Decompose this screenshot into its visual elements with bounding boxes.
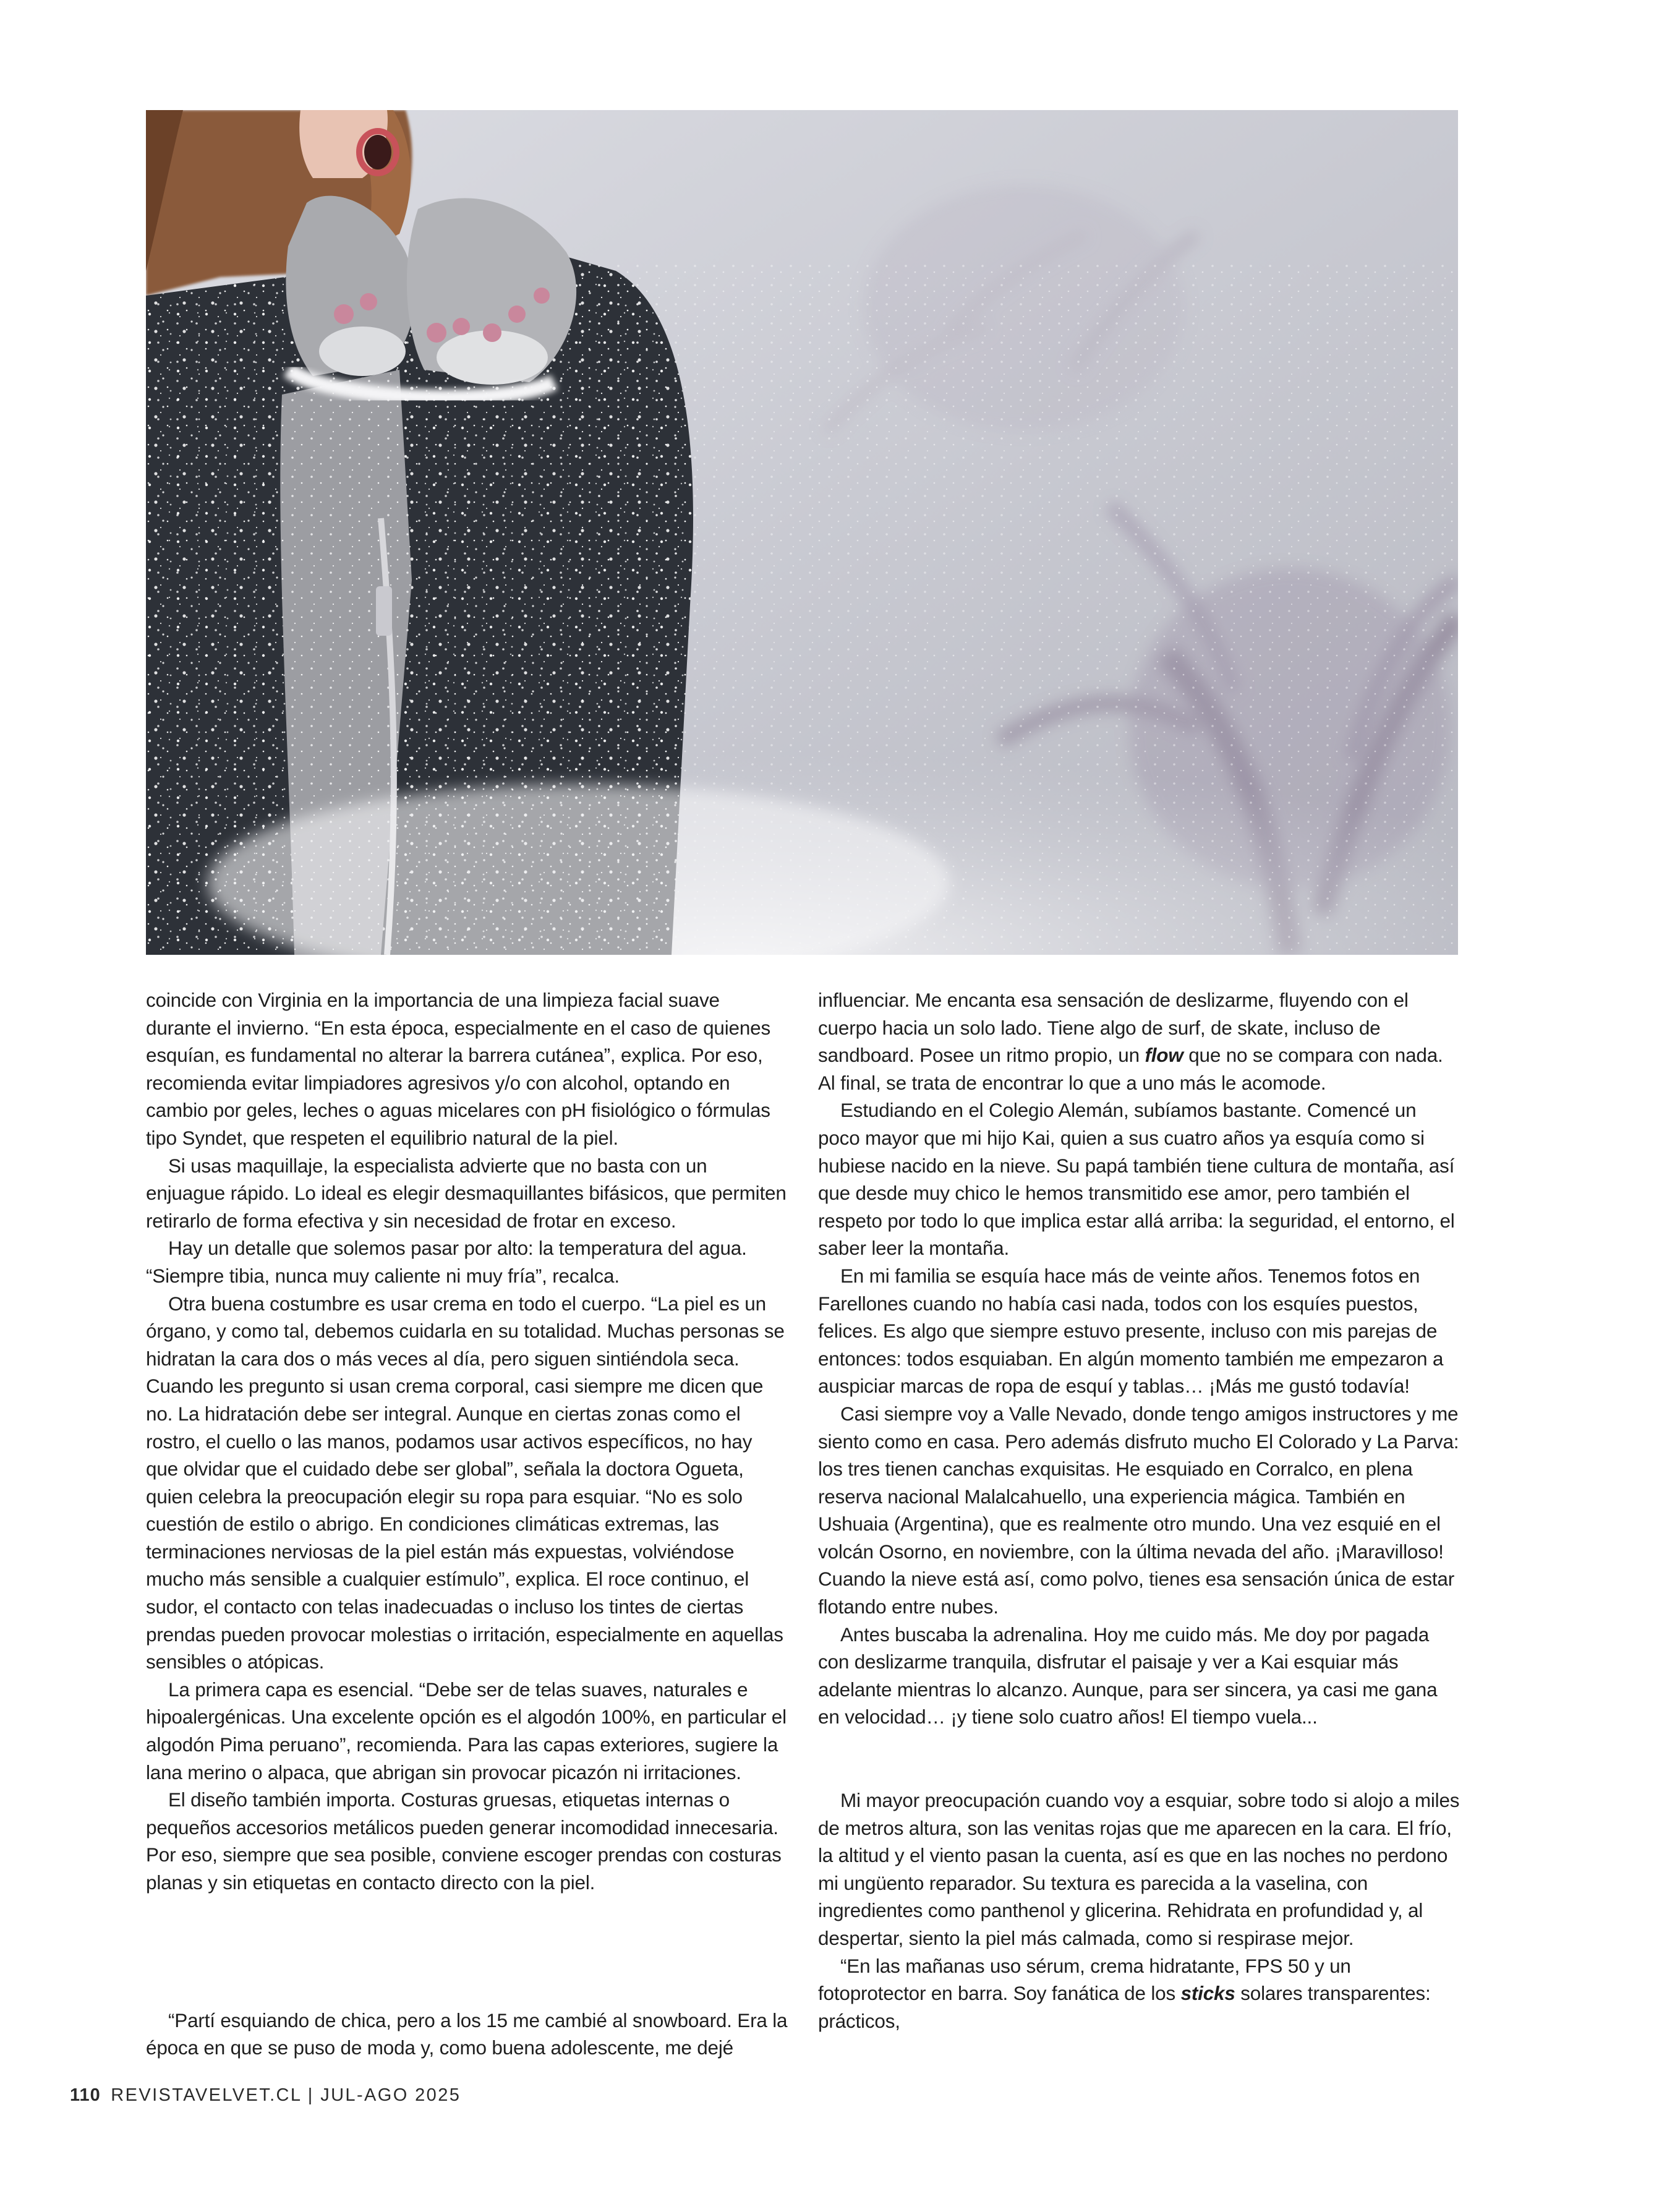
article-paragraph: coincide con Virginia en la importancia de una limpieza facial suave durante el invierno. “En esta época, especialmente en el caso de quienes esquían, es fundamental no alterar la barrera cutánea”, explica. Por eso, recomienda evitar limpiadores agresivos y/o con alcohol, optando en cambio por geles, leches o aguas micelares con pH fisiológico o fórmulas tipo Syndet, que respeten el equilibrio natural de la piel. — [146, 989, 771, 1149]
text-run: que no se compara con nada. Al final, se trata de encontrar lo que a uno más le acomode. — [818, 1044, 1443, 1094]
article-paragraph: Si usas maquillaje, la especialista advierte que no basta con un enjuague rápido. Lo ideal es elegir desmaquillantes bifásicos, que permiten retirarlo de forma efectiva y sin necesidad de frotar en exceso. — [146, 1154, 787, 1232]
article-paragraph: Estudiando en el Colegio Alemán, subíamos bastante. Comencé un poco mayor que mi hijo Kai, quien a sus cuatro años ya esquía como si hubiese nacido en la nieve. Su papá también tiene cultura de montaña, así que desde muy chico le hemos transmitido ese amor, pero también el respeto por todo lo que implica estar allá arriba: la seguridad, el entorno, el saber leer la montaña. — [818, 1099, 1455, 1260]
article-paragraph: Casi siempre voy a Valle Nevado, donde tengo amigos instructores y me siento como en casa. Pero además disfruto mucho El Colorado y La Parva: los tres tienen canchas exquisitas. He esquiado en Corralco, en plena reserva nacional Malalcahuello, una experiencia mágica. También en Ushuaia (Argentina), que es realmente otro mundo. Una vez esquié en el volcán Osorno, en noviembre, con la última nevada del año. ¡Maravilloso! Cuando la nieve está así, como polvo, tienes esa sensación única de estar flotando entre nubes. — [818, 1402, 1459, 1618]
article-paragraph: “Partí esquiando de chica, pero a los 15 me cambié al snowboard. Era la época en que se puso de moda y, como buena adolescente, me dejé — [146, 2009, 788, 2059]
publication-info: REVISTAVELVET.CL | JUL-AGO 2025 — [111, 2085, 461, 2105]
article-paragraph — [818, 1952, 1461, 2035]
page-number: 110 — [70, 2085, 101, 2105]
article-paragraph: La primera capa es esencial. “Debe ser de telas suaves, naturales e hipoalergénicas. Una excelente opción es el algodón 100%, en particular el algodón Pima peruano”, recomienda. Para las capas exteriores, sugiere la lana merino o alpaca, que abrigan sin provocar picazón ni irritaciones. — [146, 1678, 787, 1783]
text-run: solares transparentes: prácticos, — [818, 1982, 1431, 2032]
article-paragraph: Mi mayor preocupación cuando voy a esquiar, sobre todo si alojo a miles de metros altura, son las venitas rojas que me aparecen en la cara. El frío, la altitud y el viento pasan la cuenta, así es que en las noches no perdono mi ungüento reparador. Su textura es parecida a la vaselina, con ingredientes como panthenol y glicerina. Rehidrata en profundidad y, al despertar, siento la piel más calmada, como si respirase mejor. — [818, 1789, 1460, 1949]
article-paragraph — [818, 986, 1461, 1096]
article-paragraph: Otra buena costumbre es usar crema en todo el cuerpo. “La piel es un órgano, y como tal, debemos cuidarla en su totalidad. Muchas personas se hidratan la cara dos o más veces al día, pero siguen sintiéndola seca. Cuando les pregunto si usan crema corporal, casi siempre me dicen que no. La hidratación debe ser integral. Aunque en ciertas zonas como el rostro, el cuello o las manos, podamos usar activos específicos, no hay que olvidar que el cuidado debe ser global”, señala la doctora Ogueta, quien celebra la preocupación elegir su ropa para esquiar. “No es solo cuestión de estilo o abrigo. En condiciones climáticas extremas, las terminaciones nerviosas de la piel están más expuestas, volviéndose mucho más sensible a cualquier estímulo”, explica. El roce continuo, el sudor, el contacto con telas inadecuadas o incluso los tintes de ciertas prendas pueden provocar molestias o irritación, especialmente en aquellas sensibles o atópicas. — [146, 1292, 785, 1673]
emphasis-text: flow — [1145, 1044, 1183, 1067]
hero-photo — [146, 110, 1458, 955]
section-spacer — [146, 1897, 789, 2007]
article-paragraph: Hay un detalle que solemos pasar por alto: la temperatura del agua. “Siempre tibia, nunca muy caliente ni muy fría”, recalca. — [146, 1237, 747, 1287]
article-column-right — [818, 986, 1461, 2035]
emphasis-text: sticks — [1180, 1982, 1235, 2005]
article-column-left — [146, 986, 789, 2062]
article-paragraph: Antes buscaba la adrenalina. Hoy me cuido más. Me doy por pagada con deslizarme tranquila, disfrutar el paisaje y ver a Kai esquiar más adelante mientras lo alcanzo. Aunque, para ser sincera, ya casi me gana en velocidad… ¡y tiene solo cuatro años! El tiempo vuela... — [818, 1623, 1438, 1728]
text-run: “En las mañanas uso sérum, crema hidratante, FPS 50 y un fotoprotector en barra. Soy fanática de los — [818, 1954, 1351, 2005]
winter-girl-blowing-snow-image — [146, 110, 1458, 955]
page-footer — [70, 2085, 461, 2106]
article-paragraph: En mi familia se esquía hace más de veinte años. Tenemos fotos en Farellones cuando no había casi nada, todos con los esquíes puestos, felices. Es algo que siempre estuvo presente, incluso con mis parejas de entonces: todos esquiaban. En algún momento también me empezaron a auspiciar marcas de ropa de esquí y tablas… ¡Más me gustó todavía! — [818, 1264, 1444, 1398]
text-run: influenciar. Me encanta esa sensación de deslizarme, fluyendo con el cuerpo hacia un solo lado. Tiene algo de surf, de skate, incluso de sandboard. Posee un ritmo propio, un — [818, 989, 1409, 1067]
section-spacer — [818, 1731, 1461, 1787]
article-paragraph: El diseño también importa. Costuras gruesas, etiquetas internas o pequeños accesorios metálicos pueden generar incomodidad innecesaria. Por eso, siempre que sea posible, conviene escoger prendas con costuras planas y sin etiquetas en contacto directo con la piel. — [146, 1788, 782, 1894]
